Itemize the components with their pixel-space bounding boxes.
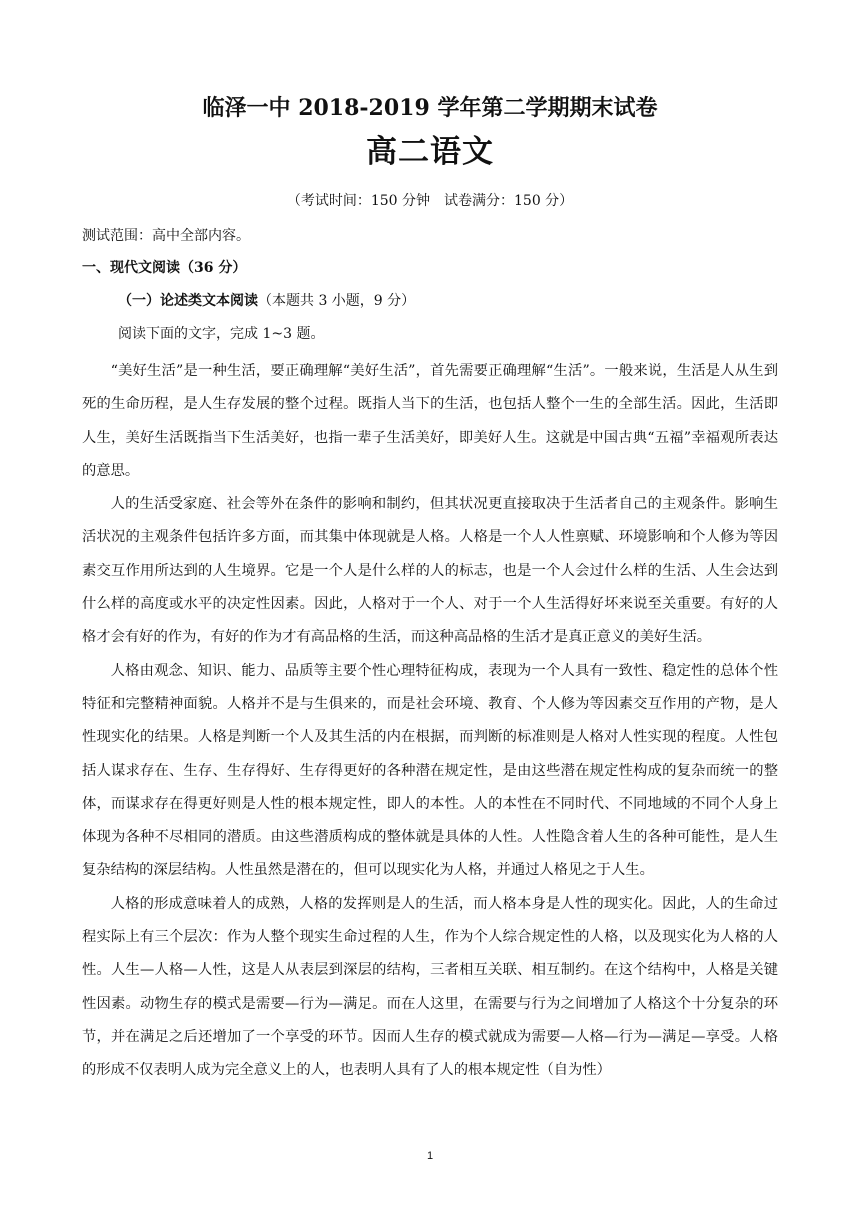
subject-title: 高二语文: [366, 134, 494, 170]
section-heading: 一、现代文阅读（36 分）: [82, 260, 247, 276]
article-paragraph: 人格由观念、知识、能力、品质等主要个性心理特征构成，表现为一个人具有一致性、稳定性的总体个性特征和完整精神面貌。人格并不是与生俱来的，而是社会环境、教育、个人修为等因素交互作用的产物，是人性现实化的结果。人格是判断一个人及其生活的内在根据，而判断的标准则是人格对人性实现的程度。人性包括人谋求存在、生存、生存得好、生存得更好的各种潜在规定性，是由这些潜在规定性构成的复杂而统一的整体，而谋求存在得更好则是人性的根本规定性，即人的本性。人的本性在不同时代、不同地域的不同个人身上体现为各种不尽相同的潜质。由这些潜质构成的整体就是具体的人性。人性隐含着人生的各种可能性，是人生复杂结构的深层结构。人性虽然是潜在的，但可以现实化为人格，并通过人格见之于人生。: [82, 662, 778, 879]
article-body: [82, 355, 778, 1088]
full-score: 试卷满分：150 分）: [444, 193, 574, 209]
exam-time: （考试时间：150 分钟: [286, 193, 430, 209]
article-paragraph: 人格的形成意味着人的成熟，人格的发挥则是人的生活，而人格本身是人性的现实化。因此，人的生命过程实际上有三个层次：作为人整个现实生命过程的人生，作为个人综合规定性的人格，以及现实化为人格的人性。人生—人格—人性，这是人从表层到深层的结构，三者相互关联、相互制约。在这个结构中，人格是关键性因素。动物生存的模式是需要—行为—满足。而在人这里，在需要与行为之间增加了人格这个十分复杂的环节，并在满足之后还增加了一个享受的环节。因而人生存的模式就成为需要—人格—行为—满足—享受。人格的形成不仅表明人成为完全意义上的人，也表明人具有了人的根本规定性（自为性）: [82, 895, 778, 1079]
test-scope: 测试范围：高中全部内容。: [82, 228, 250, 244]
article-paragraph: 人的生活受家庭、社会等外在条件的影响和制约，但其状况更直接取决于生活者自己的主观条件。影响生活状况的主观条件包括许多方面，而其集中体现就是人格。人格是一个人人性禀赋、环境影响和个人修为等因素交互作用所达到的人生境界。它是一个人是什么样的人的标志，也是一个人会过什么样的生活、人生会达到什么样的高度或水平的决定性因素。因此，人格对于一个人、对于一个人生活得好坏来说至关重要。有好的人格才会有好的作为，有好的作为才有高品格的生活，而这种高品格的生活才是真正意义的美好生活。: [82, 496, 778, 646]
subsection-heading: [118, 290, 415, 312]
reading-instruction: 阅读下面的文字，完成 1~3 题。: [118, 326, 325, 342]
page-number: 1: [426, 1150, 434, 1162]
subsection-title: （一）论述类文本阅读: [118, 293, 258, 309]
exam-title: 临泽一中 2018-2019 学年第二学期期末试卷: [202, 95, 658, 121]
exam-info: [0, 190, 860, 212]
subsection-note: （本题共 3 小题，9 分）: [258, 293, 416, 309]
article-paragraph: “美好生活”是一种生活，要正确理解“美好生活”，首先需要正确理解“生活”。一般来说，生活是人从生到死的生命历程，是人生存发展的整个过程。既指人当下的生活，也包括人整个一生的全部生活。因此，生活即人生，美好生活既指当下生活美好，也指一辈子生活美好，即美好人生。这就是中国古典“五福”幸福观所表达的意思。: [82, 363, 778, 479]
